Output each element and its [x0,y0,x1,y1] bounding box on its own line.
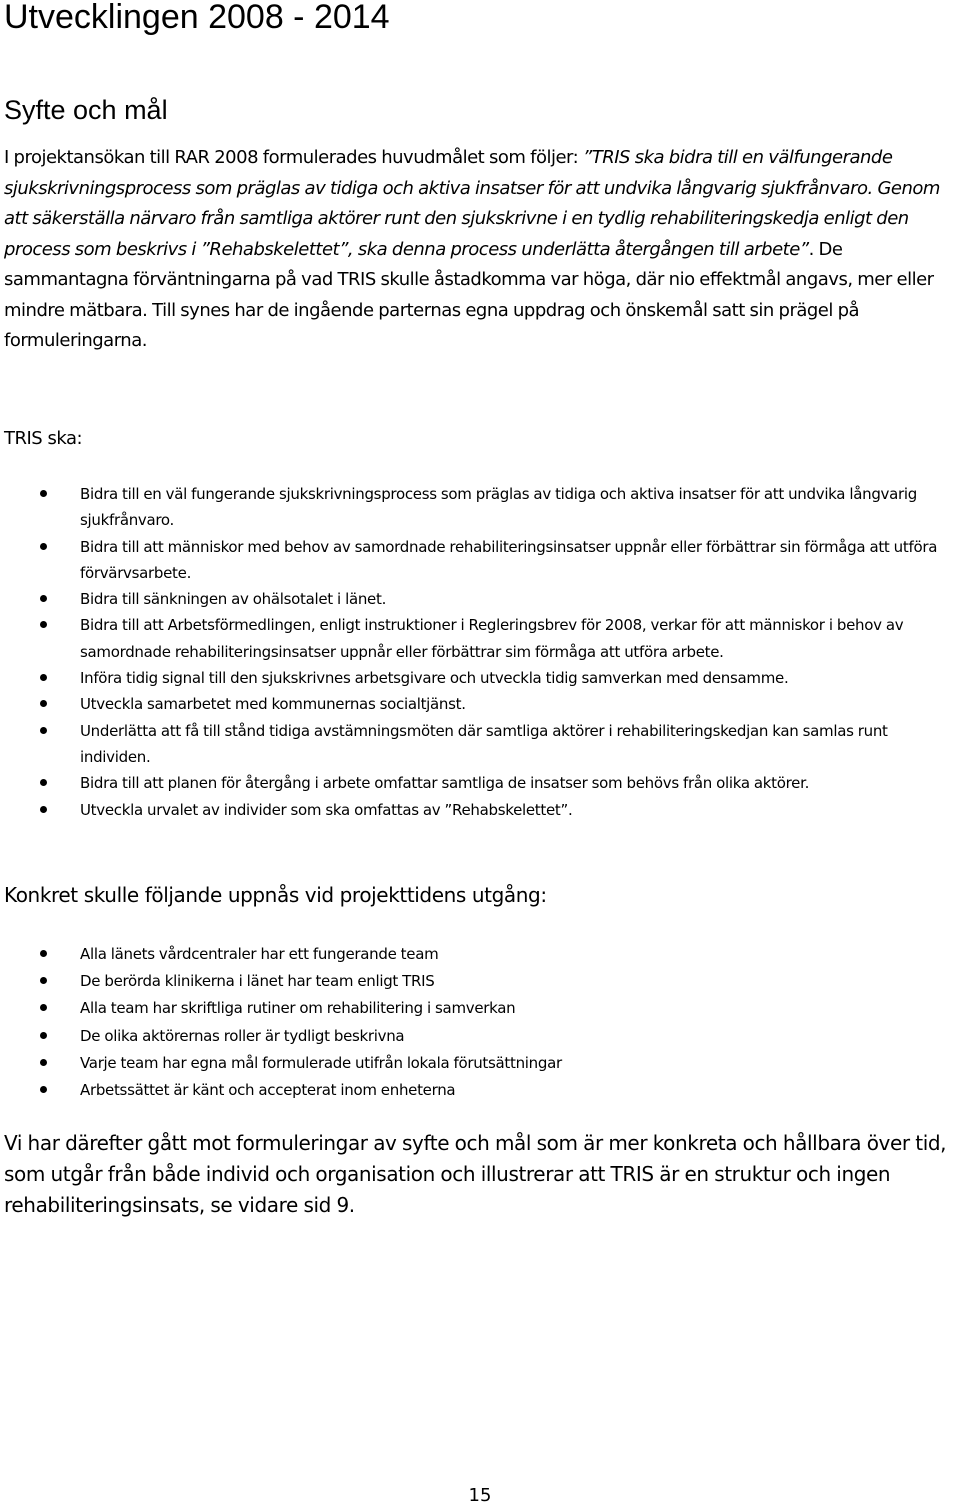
bullet-icon [40,621,47,628]
bullet-icon [40,1086,47,1093]
list-item [0,691,960,717]
list-item [0,1023,960,1050]
bullet-icon [40,1059,47,1066]
bullet-icon [40,490,47,497]
bullet-icon [40,700,47,707]
tris-list-label: TRIS ska: [4,428,83,449]
list-item [0,665,960,691]
bullet-icon [40,977,47,984]
bullet-icon [40,806,47,813]
bullet-icon [40,1032,47,1039]
list-item-text: Bidra till en väl fungerande sjukskrivningsprocess som präglas av tidiga och aktiva insatser för att undvika långvarig sjukfrånvaro. [80,485,917,530]
list-item-text: Utveckla urvalet av individer som ska omfattas av ”Rehabskelettet”. [80,800,573,819]
page-title: Utvecklingen 2008 - 2014 [4,0,390,36]
list-item-text: Bidra till att planen för återgång i arbete omfattar samtliga de insatser som behövs från olika aktörer. [80,774,810,793]
bullet-icon [40,950,47,957]
bullet-icon [40,595,47,602]
list-item-text: Varje team har egna mål formulerade utifrån lokala förutsättningar [80,1053,562,1072]
list-item [0,1050,960,1077]
list-item [0,534,960,587]
list-item-text: Bidra till att människor med behov av samordnade rehabiliteringsinsatser uppnår eller förbättrar sin förmåga att utföra förvärvsarbete. [80,537,938,582]
list-item-text: Alla länets vårdcentraler har ett fungerande team [80,945,439,963]
closing-paragraph: Vi har därefter gått mot formuleringar av syfte och mål som är mer konkreta och hållbara över tid, som utgår från både individ och organisation och illustrerar att TRIS är en struktur och ingen rehabiliteringsinsats, se vidare sid 9. [4,1131,947,1217]
list-item [0,968,960,995]
intro-rest-text: . De sammantagna förväntningarna på vad TRIS skulle åstadkomma var höga, där nio effektmål angavs, mer eller mindre mätbara. Till synes har de ingående parternas egna uppdrag och önskemål satt sin prägel på formuleringarna. [4,238,934,351]
intro-lead-text: I projektansökan till RAR 2008 formulerades huvudmålet som följer: [4,147,583,168]
intro-quoted-goal: ”TRIS ska bidra till en välfungerande sjukskrivningsprocess som präglas av tidiga och aktiva insatser för att undvika långvarig sjukfrånvaro. Genom att säkerställa närvaro från samtliga aktörer runt den sjukskrivne i en tydlig rehabiliteringskedja enligt den process som beskrivs i ”Rehabskelettet”, ska denna process underlätta återgången till arbete” [4,147,940,260]
list-item [0,1077,960,1104]
concrete-goals-heading: Konkret skulle följande uppnås vid projekttidens utgång: [4,883,547,907]
list-item [0,612,960,665]
list-item [0,941,960,968]
section-heading: Syfte och mål [4,95,168,125]
bullet-icon [40,727,47,734]
list-item [0,481,960,534]
bullet-icon [40,779,47,786]
list-item-text: Bidra till sänkningen av ohälsotalet i länet. [80,590,387,609]
goals-list [0,481,960,823]
list-item-text: Införa tidig signal till den sjukskrivnes arbetsgivare och utveckla tidig samverkan med densamme. [80,669,789,688]
list-item-text: De olika aktörernas roller är tydligt beskrivna [80,1026,405,1045]
list-item-text: De berörda klinikerna i länet har team enligt TRIS [80,972,435,991]
list-item [0,797,960,823]
bullet-icon [40,1004,47,1011]
list-item-text: Alla team har skriftliga rutiner om rehabilitering i samverkan [80,999,516,1018]
list-item [0,770,960,796]
list-item-text: Bidra till att Arbetsförmedlingen, enligt instruktioner i Regleringsbrev för 2008, verkar för att människor i behov av samordnade rehabiliteringsinsatser uppnår eller förbättrar sim förmåga att utföra arbete. [80,616,904,661]
bullet-icon [40,543,47,550]
bullet-icon [40,674,47,681]
list-item-text: Utveckla samarbetet med kommunernas socialtjänst. [80,695,466,714]
outcomes-list [0,941,960,1104]
list-item [0,995,960,1022]
list-item-text: Arbetssättet är känt och accepterat inom enheterna [80,1081,456,1100]
intro-paragraph [4,143,956,357]
page-number: 15 [468,1485,492,1506]
list-item [0,718,960,771]
list-item-text: Underlätta att få till stånd tidiga avstämningsmöten där samtliga aktörer i rehabiliteringskedjan kan samlas runt individen. [80,721,888,766]
list-item [0,586,960,612]
